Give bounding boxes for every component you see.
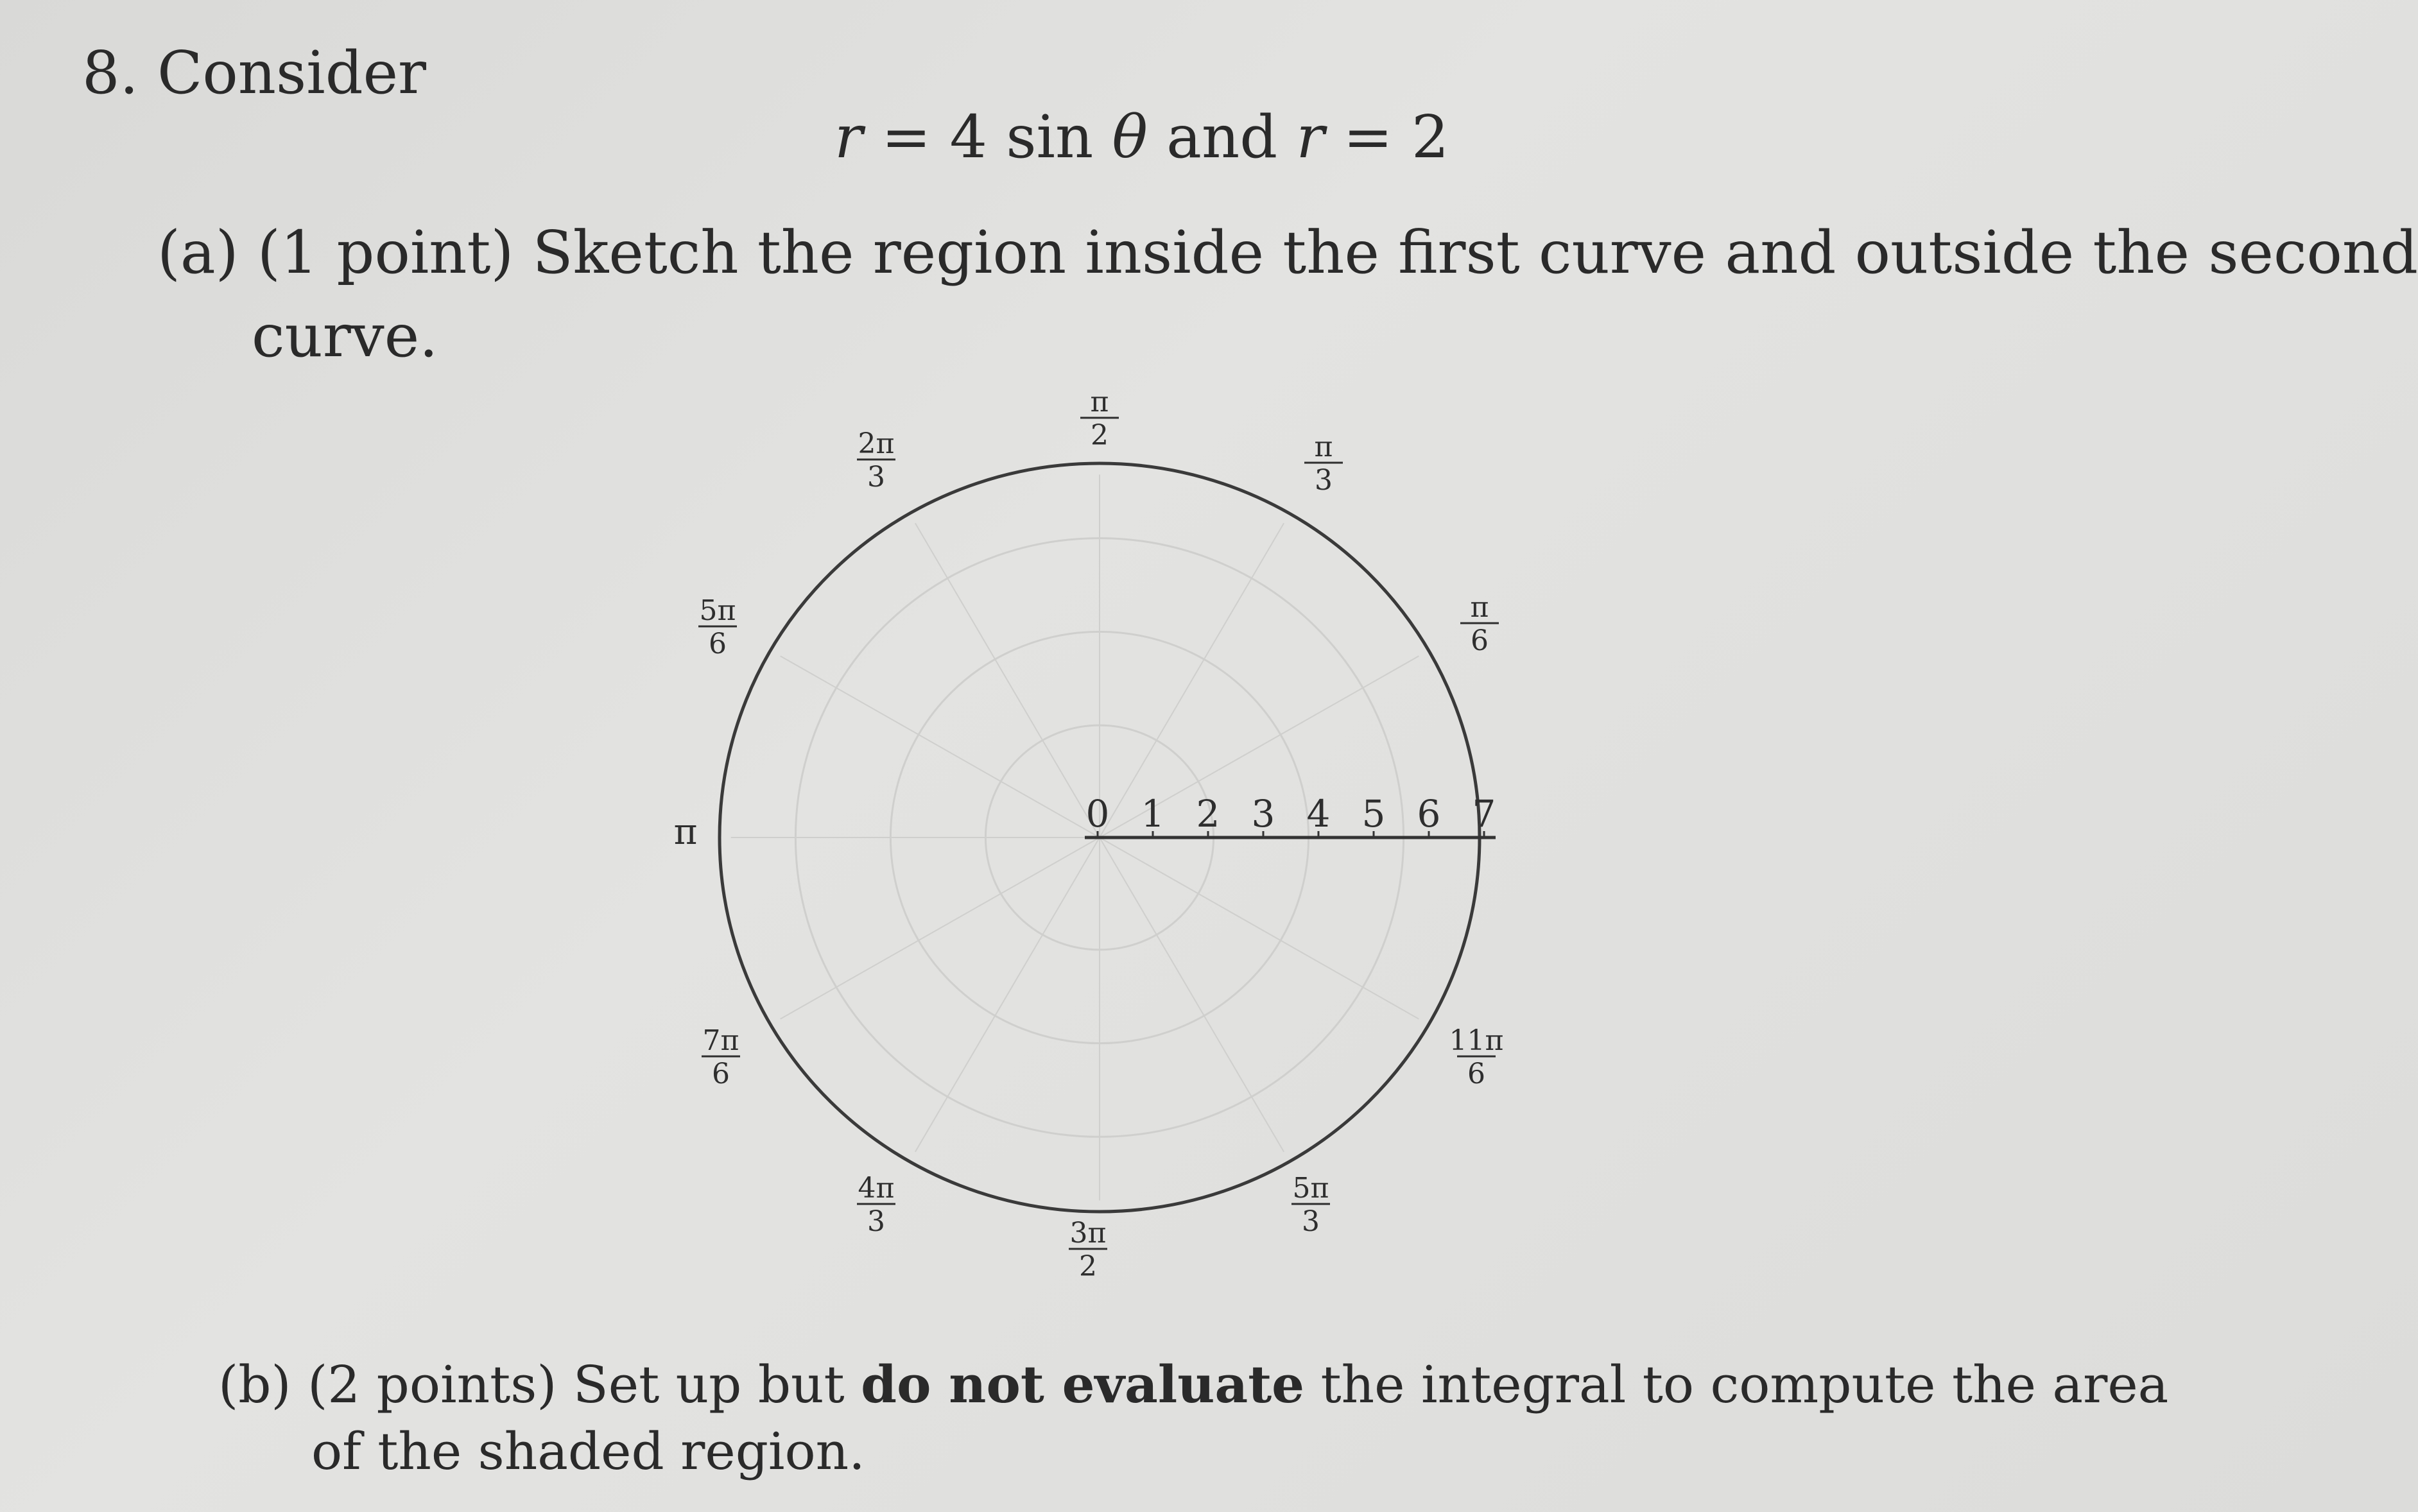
r1-rhs: = 4 sin <box>862 103 1112 171</box>
r2-variable: r <box>1296 103 1325 171</box>
angle-label <box>702 1024 740 1090</box>
faint-spoke-5 <box>781 656 1100 838</box>
angle-label <box>698 594 737 660</box>
theta-symbol: θ <box>1112 103 1148 171</box>
angle-label-numerator: 5π <box>699 594 736 627</box>
angle-label-denominator: 6 <box>709 628 727 660</box>
angle-label-numerator: π <box>1090 386 1109 418</box>
part-a-text: (a) (1 point) Sketch the region inside the first curve and outside the second <box>157 218 2418 287</box>
angle-label <box>1080 386 1119 452</box>
radial-tick-label: 2 <box>1196 792 1220 836</box>
angle-label-denominator: 3 <box>867 461 885 494</box>
problem-number: 8. Consider <box>82 39 427 107</box>
angle-label-denominator: 6 <box>1471 624 1489 657</box>
radial-tick-label: 4 <box>1306 792 1331 836</box>
angle-label-numerator: π <box>1314 431 1333 463</box>
angle-label <box>1449 1024 1504 1090</box>
angle-label-numerator: 5π <box>1292 1172 1329 1205</box>
faint-spoke-8 <box>915 838 1100 1152</box>
radial-tick-label: 7 <box>1472 792 1496 836</box>
r2-rhs: = 2 <box>1324 103 1449 171</box>
angle-label-denominator: 3 <box>867 1205 885 1238</box>
faint-spoke-11 <box>1100 838 1419 1019</box>
radial-tick-label: 1 <box>1141 792 1165 836</box>
radial-tick-label: 6 <box>1417 792 1441 836</box>
angle-label-numerator: π <box>1470 591 1489 624</box>
angle-label <box>1304 431 1343 497</box>
part-b-prefix: (b) (2 points) Set up but <box>218 1355 861 1414</box>
angle-label <box>1291 1172 1330 1238</box>
angle-label-numerator: 11π <box>1449 1024 1504 1057</box>
r1-variable: r <box>834 103 863 171</box>
part-b-continuation: of the shaded region. <box>311 1422 865 1481</box>
angle-label-numerator: 7π <box>702 1024 739 1057</box>
angle-label-denominator: 6 <box>712 1058 730 1090</box>
angle-label-denominator: 6 <box>1467 1058 1485 1090</box>
angle-label <box>857 427 895 494</box>
radial-tick-label: 5 <box>1361 792 1386 836</box>
radial-tick-label: 0 <box>1085 792 1110 836</box>
radial-tick-label: 3 <box>1251 792 1275 836</box>
faint-spoke-10 <box>1100 838 1284 1152</box>
angle-label <box>1460 591 1499 657</box>
angle-label-pi: π <box>673 811 698 853</box>
radial-ticks <box>1086 792 1496 838</box>
part-b-suffix: the integral to compute the area <box>1304 1355 2169 1414</box>
angle-label-denominator: 3 <box>1315 464 1333 497</box>
angle-label-denominator: 2 <box>1091 419 1109 452</box>
part-b-bold: do not evaluate <box>861 1354 1305 1414</box>
part-a-continuation: curve. <box>252 302 438 370</box>
faint-spoke-2 <box>1100 523 1284 838</box>
angle-label-numerator: 2π <box>858 427 895 460</box>
faint-spoke-4 <box>915 523 1100 838</box>
faint-spoke-7 <box>781 838 1100 1019</box>
angle-label-denominator: 2 <box>1079 1250 1097 1283</box>
angle-label-denominator: 3 <box>1302 1205 1320 1238</box>
part-b-text <box>218 1354 2168 1414</box>
and-word: and <box>1147 103 1297 171</box>
angle-label-numerator: 4π <box>858 1172 895 1205</box>
angle-label <box>1069 1217 1107 1283</box>
angle-label-numerator: 3π <box>1069 1217 1107 1250</box>
angle-label <box>857 1172 895 1238</box>
